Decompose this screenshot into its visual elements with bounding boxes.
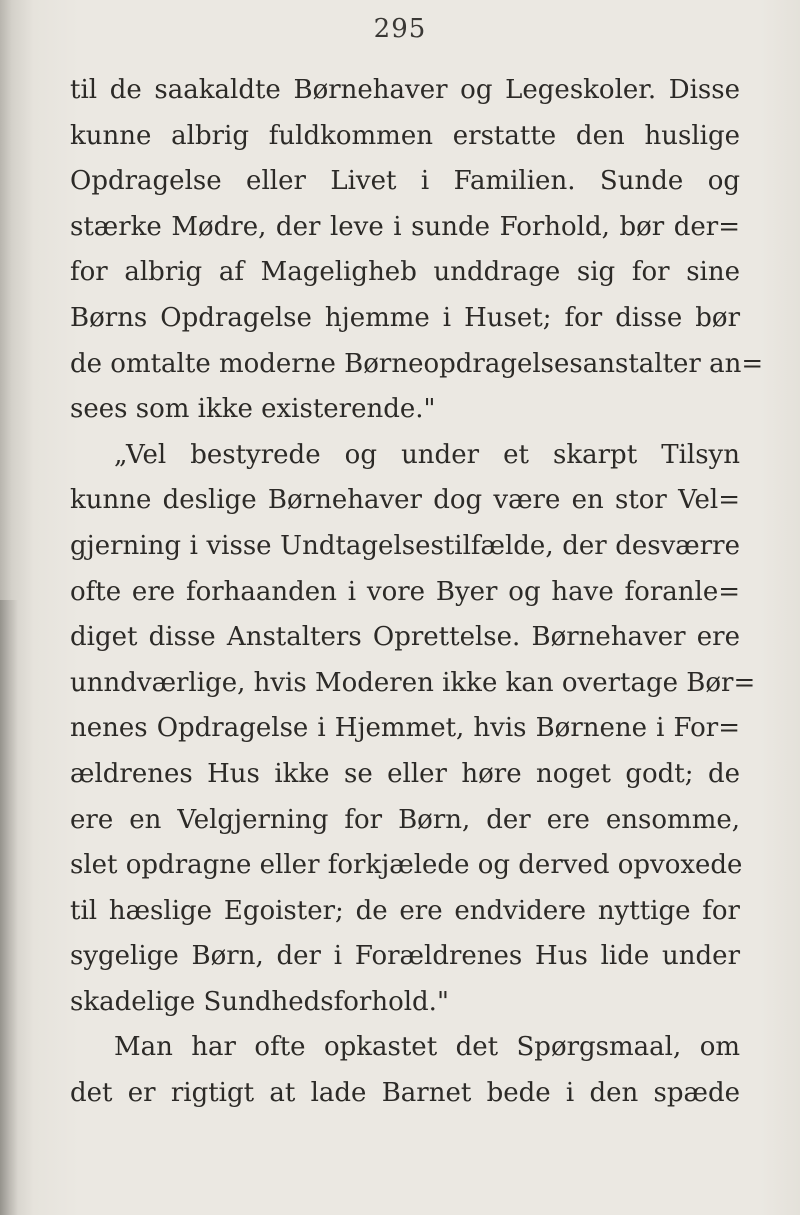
binding-shadow	[0, 600, 18, 1215]
text-line: Børns Opdragelse hjemme i Huset; for disse bør	[70, 302, 740, 333]
text-line: ældrenes Hus ikke se eller høre noget godt; de	[70, 758, 740, 789]
text-line: Opdragelse eller Livet i Familien. Sunde og	[70, 166, 740, 197]
text-line: det er rigtigt at lade Barnet bede i den spæde	[70, 1078, 740, 1109]
text-line: de omtalte moderne Børneopdragelsesanstalter an=	[70, 348, 764, 379]
text-line: kunne albrig fuldkommen erstatte den huslige	[70, 120, 740, 151]
body-text	[70, 68, 764, 1117]
text-line: skadelige Sundhedsforhold."	[70, 986, 449, 1017]
text-line: diget disse Anstalters Oprettelse. Børnehaver ere	[70, 622, 740, 653]
text-line: gjerning i visse Undtagelsestilfælde, der desværre	[70, 530, 740, 561]
text-line: sees som ikke existerende."	[70, 394, 436, 425]
text-line: unndværlige, hvis Moderen ikke kan overtage Bør=	[70, 667, 756, 698]
text-line: ere en Velgjerning for Børn, der ere ensomme,	[70, 804, 740, 835]
text-line: slet opdragne eller forkjælede og derved opvoxede	[70, 850, 743, 881]
page-number: 295	[373, 14, 427, 44]
text-line: ofte ere forhaanden i vore Byer og have foranle=	[70, 576, 740, 607]
text-line: stærke Mødre, der leve i sunde Forhold, bør der=	[70, 211, 740, 242]
text-line: Man har ofte opkastet det Spørgsmaal, om	[114, 1032, 740, 1063]
text-line: sygelige Børn, der i Forældrenes Hus lide under	[70, 941, 740, 972]
text-line: til hæslige Egoister; de ere endvidere nyttige for	[70, 895, 740, 926]
text-line: til de saakaldte Børnehaver og Legeskoler. Disse	[70, 75, 740, 105]
text-line: „Vel bestyrede og under et skarpt Tilsyn	[114, 439, 740, 470]
text-line: nenes Opdragelse i Hjemmet, hvis Børnene i For=	[70, 713, 740, 744]
text-line: kunne deslige Børnehaver dog være en stor Vel=	[70, 485, 740, 516]
text-line: for albrig af Mageligheb unddrage sig for sine	[70, 257, 740, 288]
